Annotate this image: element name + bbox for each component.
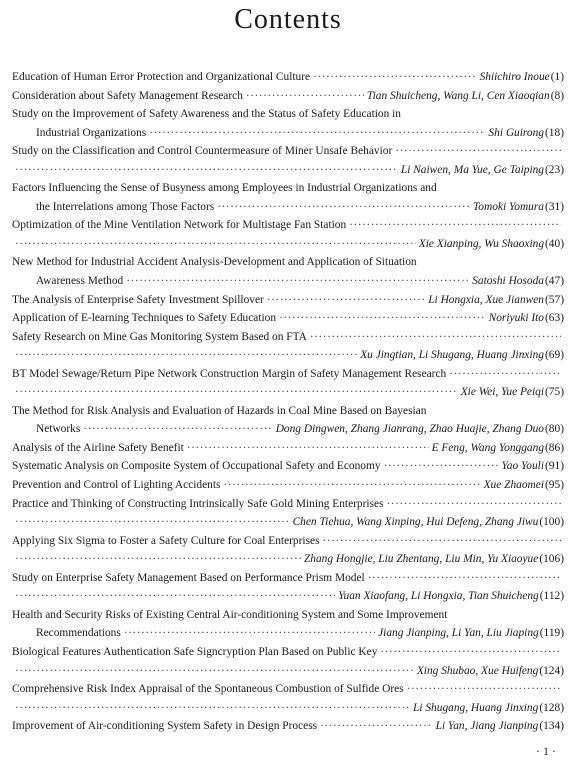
entry-title: Industrial Organizations <box>36 126 147 139</box>
entry-final-line <box>12 272 564 291</box>
entry-title-line <box>12 680 564 699</box>
leader-dots <box>15 346 357 365</box>
entry-authors: Satoshi Hosoda <box>472 275 545 288</box>
entry-authors: Tian Shuicheng, Wang Li, Cen Xiaoqian <box>366 89 550 102</box>
leader-dots <box>349 216 561 235</box>
page-title: Contents <box>234 4 342 35</box>
entry-title: New Method for Industrial Accident Analysis-Development and Application of Situation <box>12 256 417 269</box>
toc-entry[interactable] <box>12 365 564 402</box>
entry-title: Prevention and Control of Lighting Accidents <box>12 479 221 492</box>
entry-final-line <box>12 662 564 681</box>
toc-entry[interactable] <box>12 476 564 495</box>
entry-final-line <box>12 87 564 106</box>
entry-authors: Xu Jingtian, Li Shugang, Huang Jinxing <box>360 349 545 362</box>
entry-title: Study on the Improvement of Safety Awareness and the Status of Safety Education in <box>12 108 401 121</box>
entry-page-number: (57) <box>545 293 564 306</box>
entry-authors: Xie Xianping, Wu Shaoxing <box>418 237 545 250</box>
entry-authors: Li Yan, Jiang Jianping <box>435 720 539 733</box>
entry-final-line <box>12 68 564 87</box>
toc-entry[interactable] <box>12 68 564 87</box>
entry-page-number: (23) <box>545 163 564 176</box>
toc-entry[interactable] <box>12 291 564 310</box>
page-number: · 1 · <box>536 744 556 758</box>
entry-final-line <box>12 346 564 365</box>
entry-final-line <box>12 124 564 143</box>
entry-page-number: (128) <box>539 701 564 714</box>
toc-entry[interactable] <box>12 439 564 458</box>
entry-title: Safety Research on Mine Gas Monitoring System Based on FTA <box>12 330 307 343</box>
toc-entry[interactable] <box>12 643 564 680</box>
leader-dots <box>320 717 433 736</box>
entry-authors: Noriyuki Ito <box>488 312 545 325</box>
entry-page-number: (134) <box>539 720 564 733</box>
entry-page-number: (106) <box>539 553 564 566</box>
leader-dots <box>407 680 561 699</box>
entry-title: Systematic Analysis on Composite System of Occupational Safety and Economy <box>12 460 381 473</box>
leader-dots <box>15 662 414 681</box>
entry-page-number: (112) <box>539 590 564 603</box>
leader-dots <box>15 550 301 569</box>
entry-final-line <box>12 439 564 458</box>
table-of-contents <box>12 68 564 736</box>
entry-final-line <box>12 198 564 217</box>
entry-authors: Xing Shubao, Xue Huifeng <box>416 664 539 677</box>
entry-page-number: (95) <box>545 479 564 492</box>
entry-title-line <box>12 328 564 347</box>
toc-entry[interactable] <box>12 328 564 365</box>
toc-entry[interactable] <box>12 142 564 179</box>
toc-entry[interactable] <box>12 680 564 717</box>
entry-title: Practice and Thinking of Constructing Intrinsically Safe Gold Mining Enterprises <box>12 497 384 510</box>
toc-entry[interactable] <box>12 309 564 328</box>
entry-final-line <box>12 309 564 328</box>
leader-dots <box>126 272 469 291</box>
entry-page-number: (31) <box>545 200 564 213</box>
entry-authors: Xue Zhaomei <box>483 479 545 492</box>
toc-entry[interactable] <box>12 606 564 643</box>
entry-page-number: (47) <box>545 275 564 288</box>
entry-authors: Shiichiro Inoue <box>479 71 550 83</box>
entry-title: Analysis of the Airline Safety Benefit <box>12 441 184 454</box>
leader-dots <box>313 68 477 87</box>
entry-page-number: (119) <box>539 627 564 640</box>
toc-entry[interactable] <box>12 532 564 569</box>
entry-final-line <box>12 587 564 606</box>
leader-dots <box>449 365 561 384</box>
entry-title: Networks <box>36 423 81 436</box>
entry-title: BT Model Sewage/Return Pipe Network Construction Margin of Safety Management Research <box>12 367 447 380</box>
leader-dots <box>267 291 425 310</box>
entry-title-line <box>12 142 564 161</box>
entry-page-number: (100) <box>539 516 564 529</box>
entry-title-line <box>12 402 564 421</box>
entry-title: the Interrelations among Those Factors <box>36 200 215 213</box>
leader-dots <box>15 587 335 606</box>
leader-dots <box>15 513 290 532</box>
toc-entry[interactable] <box>12 457 564 476</box>
leader-dots <box>323 532 561 551</box>
leader-dots <box>368 569 561 588</box>
entry-final-line <box>12 457 564 476</box>
toc-entry[interactable] <box>12 105 564 142</box>
entry-title: Comprehensive Risk Index Appraisal of the Spontaneous Combustion of Sulfide Ores <box>12 683 404 696</box>
entry-authors: Li Shugang, Huang Jinxing <box>413 701 539 714</box>
entry-title-line <box>12 216 564 235</box>
toc-entry[interactable] <box>12 569 564 606</box>
entry-authors: E Feng, Wang Yonggang <box>431 441 545 454</box>
entry-title-line <box>12 643 564 662</box>
toc-entry[interactable] <box>12 495 564 532</box>
entry-title-line <box>12 253 564 272</box>
entry-title: Education of Human Error Protection and Organizational Culture <box>12 71 311 83</box>
entry-page-number: (8) <box>550 89 564 102</box>
entry-title: Optimization of the Mine Ventilation Network for Multistage Fan Station <box>12 219 347 232</box>
entry-authors: Zhang Hongjie, Liu Zhentang, Liu Min, Yu Xiaoyue <box>303 553 539 566</box>
entry-title-line <box>12 495 564 514</box>
leader-dots <box>15 235 416 254</box>
entry-authors: Yuan Xiaofang, Li Hongxia, Tian Shuicheng <box>338 590 539 603</box>
entry-title: Application of E-learning Techniques to Safety Education <box>12 312 277 325</box>
entry-title-line <box>12 606 564 625</box>
toc-entry[interactable] <box>12 253 564 290</box>
entry-title: Applying Six Sigma to Foster a Safety Culture for Coal Enterprises <box>12 534 320 547</box>
entry-title: Improvement of Air-conditioning System Safety in Design Process <box>12 720 318 733</box>
entry-title: Factors Influencing the Sense of Busyness among Employees in Industrial Organizations and <box>12 182 437 195</box>
entry-title: The Method for Risk Analysis and Evaluation of Hazards in Coal Mine Based on Bayesian <box>12 404 427 417</box>
leader-dots <box>15 383 458 402</box>
entry-page-number: (63) <box>545 312 564 325</box>
entry-title: Study on Enterprise Safety Management Based on Performance Prism Model <box>12 571 365 584</box>
toc-entry[interactable] <box>12 216 564 253</box>
entry-page-number: (69) <box>545 349 564 362</box>
entry-page-number: (124) <box>539 664 564 677</box>
entry-authors: Dong Dingwen, Zhang Jianrang, Zhao Huajie, Zhang Duo <box>275 423 545 436</box>
entry-final-line <box>12 235 564 254</box>
entry-final-line <box>12 624 564 643</box>
entry-title-line <box>12 569 564 588</box>
leader-dots <box>395 142 561 161</box>
leader-dots <box>149 124 485 143</box>
entry-authors: Jiang Jianping, Li Yan, Liu Jiaping <box>378 627 539 640</box>
entry-authors: Tomoki Yomura <box>473 200 545 213</box>
leader-dots <box>246 87 364 106</box>
entry-final-line <box>12 513 564 532</box>
entry-title-line <box>12 105 564 124</box>
leader-dots <box>223 476 480 495</box>
entry-authors: Li Hongxia, Xue Jianwen <box>428 293 545 306</box>
leader-dots <box>384 457 499 476</box>
toc-entry[interactable] <box>12 179 564 216</box>
entry-authors: Xie Wei, Yue Peiqi <box>460 386 545 399</box>
entry-final-line <box>12 550 564 569</box>
entry-final-line <box>12 699 564 718</box>
entry-title: Study on the Classification and Control Countermeasure of Miner Unsafe Behavior <box>12 145 393 158</box>
entry-title: Biological Features Authentication Safe Signcryption Plan Based on Public Key <box>12 645 378 658</box>
entry-page-number: (18) <box>545 126 564 139</box>
entry-page-number: (80) <box>545 423 564 436</box>
entry-final-line <box>12 383 564 402</box>
entry-final-line <box>12 420 564 439</box>
leader-dots <box>310 328 561 347</box>
entry-page-number: (75) <box>545 386 564 399</box>
toc-entry[interactable] <box>12 717 564 736</box>
leader-dots <box>387 495 562 514</box>
entry-final-line <box>12 476 564 495</box>
entry-final-line <box>12 291 564 310</box>
entry-title: Recommendations <box>36 627 121 640</box>
entry-page-number: (91) <box>545 460 564 473</box>
entry-authors: Shi Guirong <box>488 126 545 139</box>
toc-entry[interactable] <box>12 402 564 439</box>
entry-title: The Analysis of Enterprise Safety Investment Spillover <box>12 293 264 306</box>
entry-title-line <box>12 179 564 198</box>
entry-title: Health and Security Risks of Existing Central Air-conditioning System and Some Improvement <box>12 608 448 621</box>
entry-title: Awareness Method <box>36 275 124 288</box>
entry-title-line <box>12 365 564 384</box>
entry-authors: Yao Youli <box>501 460 545 473</box>
toc-entry[interactable] <box>12 87 564 106</box>
leader-dots <box>380 643 561 662</box>
entry-title: Consideration about Safety Management Research <box>12 89 243 102</box>
entry-final-line <box>12 161 564 180</box>
entry-page-number: (86) <box>545 441 564 454</box>
entry-title-line <box>12 532 564 551</box>
leader-dots <box>187 439 429 458</box>
leader-dots <box>15 161 398 180</box>
leader-dots <box>15 699 410 718</box>
leader-dots <box>83 420 272 439</box>
leader-dots <box>279 309 486 328</box>
entry-authors: Li Naiwen, Ma Yue, Ge Taiping <box>400 163 545 176</box>
leader-dots <box>124 624 375 643</box>
entry-authors: Chen Tiehua, Wang Xinping, Hui Defeng, Zhang Jiwu <box>292 516 539 529</box>
leader-dots <box>217 198 470 217</box>
entry-final-line <box>12 717 564 736</box>
entry-page-number: (1) <box>550 71 564 83</box>
entry-page-number: (40) <box>545 237 564 250</box>
